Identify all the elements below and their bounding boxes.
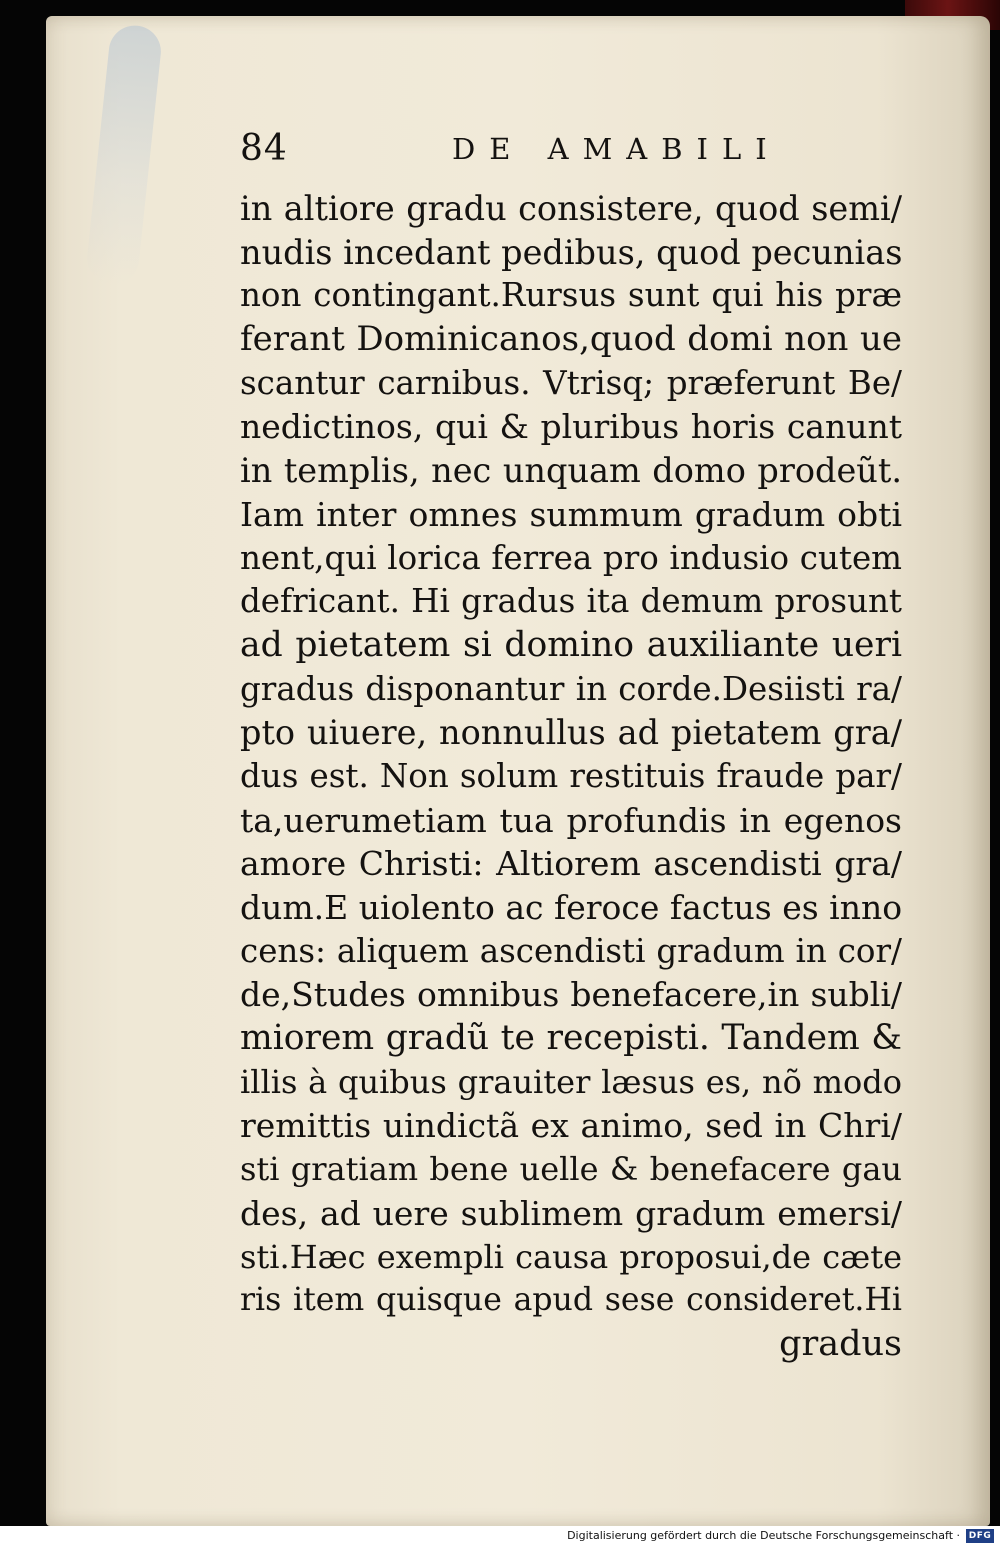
text-line: de,Studes omnibus benefacere,in subli/	[240, 975, 902, 1015]
text-line: ad pietatem si domino auxiliante ueri	[240, 624, 902, 665]
text-line: non contingant.Rursus sunt qui his præ	[240, 276, 902, 315]
text-line: amore Christi: Altiorem ascendisti gra/	[240, 844, 902, 884]
funding-credit: Digitalisierung gefördert durch die Deutsche Forschungsgemeinschaft ·	[567, 1529, 960, 1542]
running-head: DE AMABILI	[452, 132, 781, 166]
footer-bar	[0, 1526, 1000, 1547]
catchword: gradus	[779, 1323, 902, 1364]
text-line: miorem gradũ te recepisti. Tandem &	[240, 1018, 902, 1059]
page-header	[0, 128, 1000, 178]
text-line: nudis incedant pedibus, quod pecunias	[240, 232, 903, 272]
text-line: pto uiuere, nonnullus ad pietatem gra/	[240, 713, 902, 753]
text-line: sti.Hæc exempli causa proposui,de cæte	[240, 1237, 902, 1276]
text-line: remittis uindictã ex animo, sed in Chri/	[240, 1106, 902, 1146]
text-line: nent,qui lorica ferrea pro indusio cutem	[240, 538, 902, 577]
text-line: in altiore gradu consistere, quod semi/	[240, 189, 902, 228]
text-line: ris item quisque apud sese consideret.Hi	[240, 1282, 902, 1319]
text-line: scantur carnibus. Vtrisq; præferunt Be/	[240, 363, 902, 402]
dfg-logo: DFG	[966, 1529, 994, 1543]
body-text	[240, 187, 902, 1367]
text-line: dum.E uiolento ac feroce factus es inno	[240, 888, 903, 927]
text-line: Iam inter omnes summum gradum obti	[240, 494, 902, 534]
text-line: dus est. Non solum restituis fraude par/	[240, 756, 902, 795]
text-line: illis à quibus grauiter læsus es, nõ modo	[240, 1062, 902, 1101]
text-line: cens: aliquem ascendisti gradum in cor/	[240, 931, 902, 970]
text-line: sti gratiam bene uelle & benefacere gau	[240, 1150, 902, 1189]
text-line: nedictinos, qui & pluribus horis canunt	[240, 407, 902, 447]
page-number: 84	[240, 128, 288, 169]
text-line: in templis, nec unquam domo prodeũt.	[240, 451, 902, 491]
text-line: defricant. Hi gradus ita demum prosunt	[240, 582, 902, 621]
text-line: gradus disponantur in corde.Desiisti ra/	[240, 669, 902, 708]
text-line: ferant Dominicanos,quod domi non ue	[240, 319, 902, 360]
text-line: des, ad uere sublimem gradum emersi/	[240, 1193, 902, 1233]
text-line: ta,uerumetiam tua profundis in egenos	[240, 800, 902, 840]
